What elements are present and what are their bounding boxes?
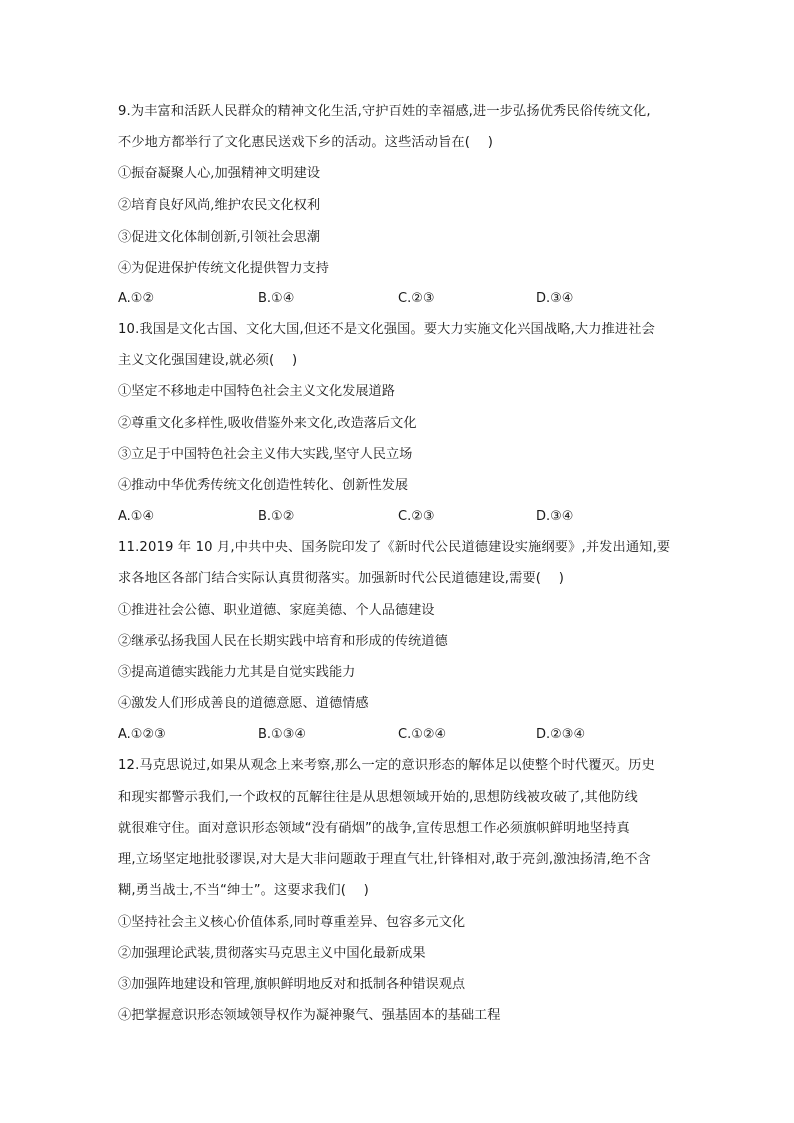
q10-stem-line-2: 主义文化强国建设,就必须( )	[118, 353, 298, 368]
q10-answer-b[interactable]: B.①②	[258, 509, 295, 524]
q11-option-3: ③提高道德实践能力尤其是自觉实践能力	[118, 665, 356, 680]
q10-answer-a[interactable]: A.①④	[118, 509, 155, 524]
q10-answer-c[interactable]: C.②③	[398, 509, 435, 524]
q11-answer-c[interactable]: C.①②④	[398, 727, 447, 742]
q11-answer-b[interactable]: B.①③④	[258, 727, 307, 742]
q10-stem-line-1: 10.我国是文化古国、文化大国,但还不是文化强国。要大力实施文化兴国战略,大力推进社会	[118, 322, 655, 337]
q11-answer-d[interactable]: D.②③④	[536, 727, 586, 742]
q9-stem-line-2: 不少地方都举行了文化惠民送戏下乡的活动。这些活动旨在( )	[118, 135, 494, 150]
q12-option-3: ③加强阵地建设和管理,旗帜鲜明地反对和抵制各种错误观点	[118, 977, 466, 992]
q12-option-1: ①坚持社会主义核心价值体系,同时尊重差异、包容多元文化	[118, 915, 466, 930]
q12-option-4: ④把掌握意识形态领域领导权作为凝神聚气、强基固本的基础工程	[118, 1008, 501, 1023]
q11-option-1: ①推进社会公德、职业道德、家庭美德、个人品德建设	[118, 603, 435, 618]
q10-option-2: ②尊重文化多样性,吸收借鉴外来文化,改造落后文化	[118, 416, 417, 431]
q12-stem-line-5: 糊,勇当战士,不当“绅士”。这要求我们( )	[118, 883, 369, 898]
q9-option-3: ③促进文化体制创新,引领社会思潮	[118, 230, 321, 245]
q12-stem-line-4: 理,立场坚定地批驳谬误,对大是大非问题敢于理直气壮,针锋相对,敢于亮剑,激浊扬清,绝不含	[118, 852, 651, 867]
q9-stem-line-1: 9.为丰富和活跃人民群众的精神文化生活,守护百姓的幸福感,进一步弘扬优秀民俗传统文化,	[118, 104, 651, 119]
q10-answer-row	[118, 507, 688, 527]
q11-stem-line-1: 11.2019 年 10 月,中共中央、国务院印发了《新时代公民道德建设实施纲要》,并发出通知,要	[118, 540, 671, 555]
q11-stem-line-2: 求各地区各部门结合实际认真贯彻落实。加强新时代公民道德建设,需要( )	[118, 571, 565, 586]
q11-option-4: ④激发人们形成善良的道德意愿、道德情感	[118, 696, 369, 711]
q12-stem-line-2: 和现实都警示我们,一个政权的瓦解往往是从思想领域开始的,思想防线被攻破了,其他防线	[118, 790, 638, 805]
q9-option-2: ②培育良好风尚,维护农民文化权利	[118, 198, 321, 213]
q9-option-4: ④为促进保护传统文化提供智力支持	[118, 261, 329, 276]
q9-answer-row	[118, 289, 688, 309]
q11-answer-row	[118, 725, 688, 745]
q12-option-2: ②加强理论武装,贯彻落实马克思主义中国化最新成果	[118, 946, 426, 961]
q11-answer-a[interactable]: A.①②③	[118, 727, 166, 742]
q9-answer-d[interactable]: D.③④	[536, 291, 574, 306]
q10-option-4: ④推动中华优秀传统文化创造性转化、创新性发展	[118, 478, 409, 493]
q10-option-3: ③立足于中国特色社会主义伟大实践,坚守人民立场	[118, 447, 413, 462]
q9-answer-b[interactable]: B.①④	[258, 291, 295, 306]
q9-option-1: ①振奋凝聚人心,加强精神文明建设	[118, 166, 321, 181]
q9-answer-c[interactable]: C.②③	[398, 291, 435, 306]
q10-answer-d[interactable]: D.③④	[536, 509, 574, 524]
q11-option-2: ②继承弘扬我国人民在长期实践中培育和形成的传统道德	[118, 634, 448, 649]
q12-stem-line-1: 12.马克思说过,如果从观念上来考察,那么一定的意识形态的解体足以使整个时代覆灭。历史	[118, 758, 655, 773]
q10-option-1: ①坚定不移地走中国特色社会主义文化发展道路	[118, 384, 395, 399]
q12-stem-line-3: 就很难守住。面对意识形态领域“没有硝烟”的战争,宣传思想工作必须旗帜鲜明地坚持真	[118, 821, 630, 836]
q9-answer-a[interactable]: A.①②	[118, 291, 155, 306]
